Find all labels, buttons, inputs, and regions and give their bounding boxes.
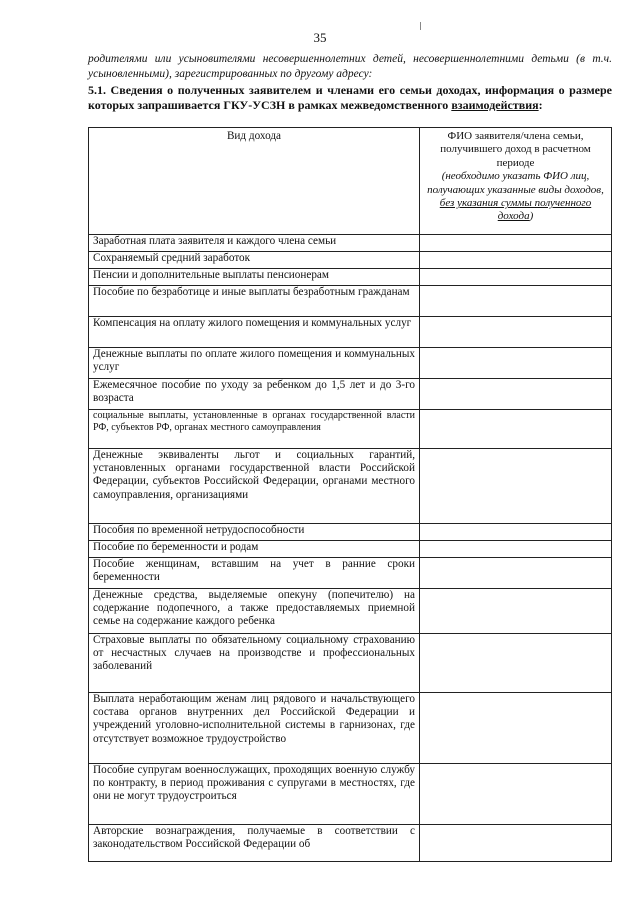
table-row xyxy=(89,541,612,558)
income-type-cell: Ежемесячное пособие по уходу за ребенком до 1,5 лет и до 3-го возраста xyxy=(89,379,420,410)
fio-entry-cell[interactable] xyxy=(420,634,612,693)
fio-entry-cell[interactable] xyxy=(420,693,612,764)
intro-text: родителями или усыновителями несовершеннолетних детей, несовершеннолетними детьми (в т.ч. усыновленными), зарегистрированных по другому адресу: xyxy=(88,53,612,80)
table-row xyxy=(89,269,612,286)
fio-entry-cell[interactable] xyxy=(420,449,612,524)
table-row xyxy=(89,589,612,634)
table-row xyxy=(89,524,612,541)
page-number: 35 xyxy=(313,30,327,45)
income-type-cell: Пособие женщинам, вставшим на учет в ранние сроки беременности xyxy=(89,558,420,589)
fio-entry-cell[interactable] xyxy=(420,252,612,269)
fio-entry-cell[interactable] xyxy=(420,825,612,862)
header-fio-note-start: (необходимо указать ФИО лиц, получающих указанные виды доходов, xyxy=(427,170,604,196)
table-row xyxy=(89,764,612,825)
fio-entry-cell[interactable] xyxy=(420,410,612,449)
table-row xyxy=(89,286,612,317)
income-type-cell: Денежные выплаты по оплате жилого помещения и коммунальных услуг xyxy=(89,348,420,379)
fio-entry-cell[interactable] xyxy=(420,317,612,348)
section-heading xyxy=(88,83,612,112)
section-heading-last-word: взаимодействия xyxy=(451,97,539,112)
fio-entry-cell[interactable] xyxy=(420,764,612,825)
fio-entry-cell[interactable] xyxy=(420,348,612,379)
table-row xyxy=(89,379,612,410)
header-fio xyxy=(420,128,612,235)
income-type-cell: Пособие по беременности и родам xyxy=(89,541,420,558)
header-fio-note-end: ) xyxy=(529,210,534,223)
table-row xyxy=(89,235,612,252)
table-row xyxy=(89,348,612,379)
fio-entry-cell[interactable] xyxy=(420,379,612,410)
header-fio-note xyxy=(424,170,607,224)
table-row xyxy=(89,825,612,862)
table-row xyxy=(89,449,612,524)
income-type-cell: Пенсии и дополнительные выплаты пенсионерам xyxy=(89,269,420,286)
table-row xyxy=(89,634,612,693)
income-type-cell: Пособия по временной нетрудоспособности xyxy=(89,524,420,541)
fio-entry-cell[interactable] xyxy=(420,286,612,317)
header-income-type: Вид дохода xyxy=(89,128,420,235)
table-row xyxy=(89,558,612,589)
table-row xyxy=(89,693,612,764)
income-type-cell: Авторские вознаграждения, получаемые в соответствии с законодательством Российской Федерации об xyxy=(89,825,420,862)
fio-entry-cell[interactable] xyxy=(420,541,612,558)
header-fio-main: ФИО заявителя/члена семьи, получившего доход в расчетном периоде xyxy=(440,130,591,169)
section-heading-trailing: : xyxy=(538,97,543,112)
table-row xyxy=(89,410,612,449)
section-heading-main: 5.1. Сведения о полученных заявителем и членами его семьи доходах, информация о размере которых запрашивается ГКУ-УСЗН в рамках межведомственного xyxy=(88,83,612,112)
header-fio-note-underlined: без указания суммы полученного дохода xyxy=(439,197,592,223)
scan-mark xyxy=(420,22,421,30)
table-body xyxy=(89,235,612,862)
income-type-cell: Страховые выплаты по обязательному социальному страхованию от несчастных случаев на производстве и профессиональных заболеваний xyxy=(89,634,420,693)
fio-entry-cell[interactable] xyxy=(420,269,612,286)
income-type-cell: Заработная плата заявителя и каждого члена семьи xyxy=(89,235,420,252)
table-row xyxy=(89,317,612,348)
income-type-cell: Денежные средства, выделяемые опекуну (попечителю) на содержание подопечного, а также предоставляемых приемной семье на содержание каждого ребенка xyxy=(89,589,420,634)
income-type-cell: Компенсация на оплату жилого помещения и коммунальных услуг xyxy=(89,317,420,348)
income-table xyxy=(88,127,612,862)
fio-entry-cell[interactable] xyxy=(420,558,612,589)
income-type-cell: Сохраняемый средний заработок xyxy=(89,252,420,269)
fio-entry-cell[interactable] xyxy=(420,524,612,541)
income-type-cell: Пособие по безработице и иные выплаты безработным гражданам xyxy=(89,286,420,317)
income-type-cell: Денежные эквиваленты льгот и социальных гарантий, установленных органами государственной власти Российской Федерации, субъектов Российской Федерации, органами местного самоуправления, организациями xyxy=(89,449,420,524)
income-type-cell: Пособие супругам военнослужащих, проходящих военную службу по контракту, в период проживания с супругами в местностях, где они не могут трудоустроиться xyxy=(89,764,420,825)
income-type-cell: Выплата неработающим женам лиц рядового и начальствующего состава органов внутренних дел Российской Федерации и учреждений уголовно-исполнительной системы в гарнизонах, где отсутствует возможное трудоустройство xyxy=(89,693,420,764)
fio-entry-cell[interactable] xyxy=(420,235,612,252)
table-row xyxy=(89,252,612,269)
income-type-cell: социальные выплаты, установленные в органах государственной власти РФ, субъектов РФ, органах местного самоуправления xyxy=(89,410,420,449)
fio-entry-cell[interactable] xyxy=(420,589,612,634)
table-header-row xyxy=(89,128,612,235)
